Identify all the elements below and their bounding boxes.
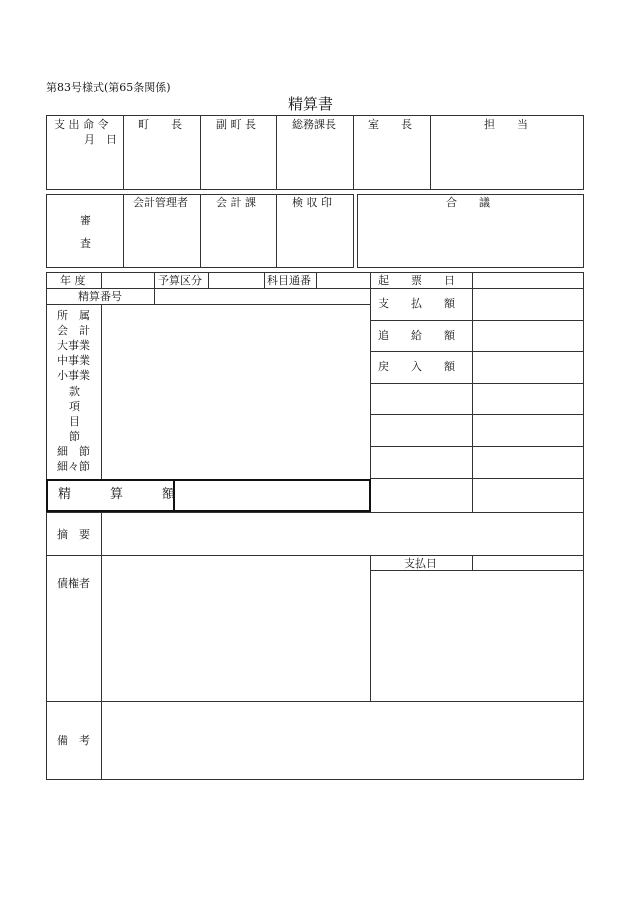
main-table [46,272,584,780]
account-number-label: 科目通番 [267,274,311,287]
payment-amount-label: 支 払 額 [378,297,455,310]
consultation-label: 合 議 [446,196,490,209]
order-date-sub: 月 日 [84,133,117,146]
class-major-project: 大事業 [57,339,90,352]
class-kan: 款 [69,385,80,398]
payment-date-label: 支払日 [404,557,437,570]
class-sai-setsu: 細 節 [57,445,90,458]
review-label-1: 審 [80,214,91,227]
review-label-2: 査 [80,237,91,250]
person-in-charge-label: 担 当 [484,118,528,131]
form-number: 第83号様式(第65条関係) [46,81,171,94]
additional-payment-label: 追 給 額 [378,329,455,342]
budget-category-label: 予算区分 [158,274,202,287]
class-accounting: 会 計 [57,324,90,337]
class-affiliation: 所 属 [57,309,90,322]
inspection-seal-label: 検 収 印 [292,196,332,209]
voucher-date-label: 起 票 日 [378,274,455,287]
order-date-label: 支 出 命 令 [54,118,109,131]
accounting-section-label: 会 計 課 [216,196,256,209]
fiscal-year-label: 年 度 [60,274,86,287]
page-title: 精算書 [288,95,334,113]
class-mid-project: 中事業 [57,354,90,367]
class-saisai-setsu: 細々節 [57,460,90,473]
refund-amount-label: 戻 入 額 [378,360,455,373]
class-minor-project: 小事業 [57,369,90,382]
summary-label: 摘 要 [57,528,90,541]
remarks-label: 備 考 [57,734,90,747]
class-kou: 項 [69,400,80,413]
general-affairs-head-label: 総務課長 [292,118,336,131]
class-moku: 目 [69,415,80,428]
settlement-amount-label: 精 算 額 [58,487,176,502]
office-head-label: 室 長 [368,118,412,131]
mayor-seal-label: 町 長 [138,118,182,131]
class-setsu: 節 [69,430,80,443]
accounting-manager-label: 会計管理者 [133,196,188,209]
settlement-number-label: 精算番号 [78,290,122,303]
deputy-mayor-label: 副 町 長 [216,118,256,131]
creditor-label: 債権者 [57,577,90,590]
